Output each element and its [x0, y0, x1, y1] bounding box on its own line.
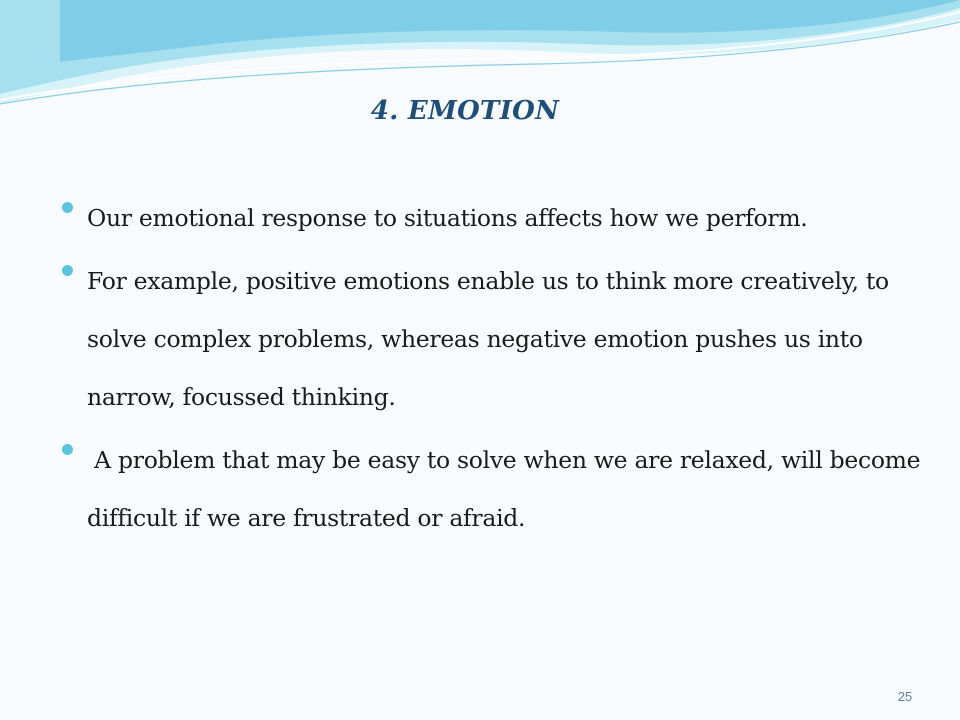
bullet-dot-icon	[62, 265, 73, 276]
bullet-dot-icon	[62, 202, 73, 213]
bullet-text: For example, positive emotions enable us to think more creatively, to solve complex problems, whereas negative emotion pushes us into narrow, focussed thinking.	[87, 267, 889, 411]
bullet-dot-icon	[62, 444, 73, 455]
bullet-text: Our emotional response to situations affects how we perform.	[87, 204, 808, 232]
bullet-list	[62, 204, 928, 567]
bullet-item	[62, 252, 922, 426]
bullet-text: A problem that may be easy to solve when we are relaxed, will become difficult if we are frustrated or afraid.	[87, 446, 928, 532]
bullet-item	[62, 189, 922, 247]
bullet-item	[62, 431, 928, 547]
page-number: 25	[897, 689, 913, 704]
slide-title: 4. EMOTION	[370, 96, 560, 126]
